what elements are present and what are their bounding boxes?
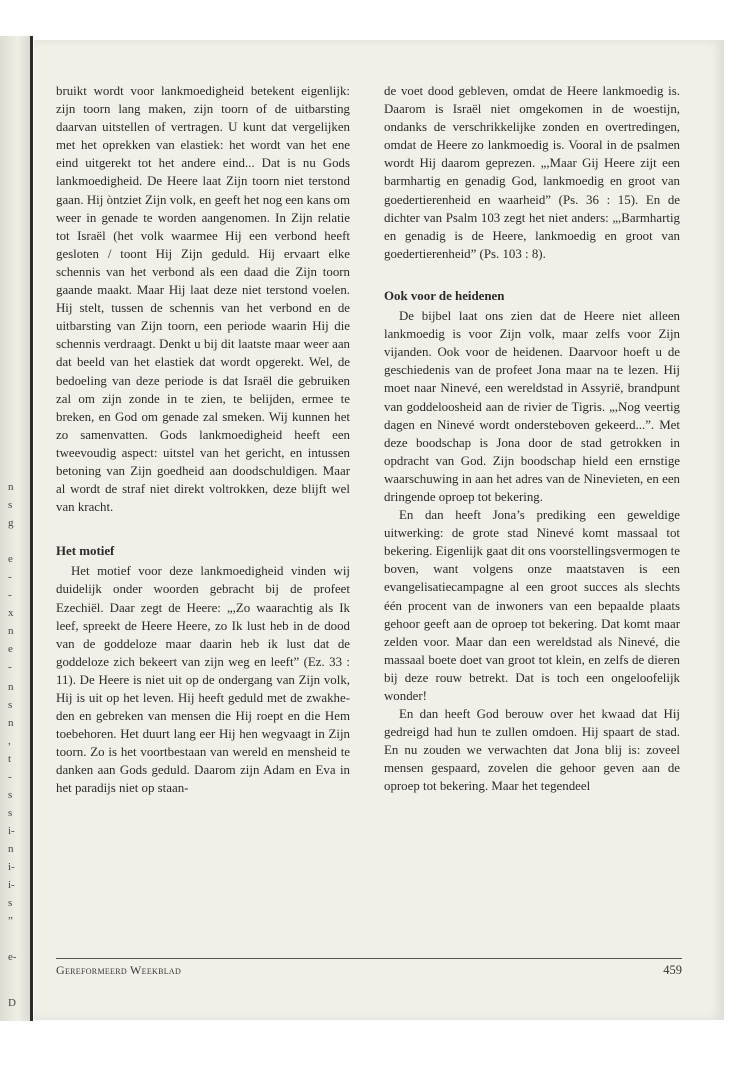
edge-fragment: n [8, 843, 14, 855]
page-number: 459 [663, 963, 682, 977]
edge-fragment: s [8, 499, 13, 511]
publication-name: Gereformeerd Weekblad [56, 963, 182, 977]
edge-fragment: g [8, 517, 14, 529]
edge-fragment: n [8, 481, 14, 493]
footer-rule [56, 958, 682, 959]
edge-fragment: i- [8, 879, 15, 891]
edge-fragment: n [8, 681, 14, 693]
right-paragraph-1: de voet dood gebleven, omdat de Heere lankmoedig is. Daarom is Israël niet omgekomen in de woestijn, ondanks de verschrikkelijke zonden en overtredingen, omdat de Heere zo lankmoedig is. Vooral in de psalmen wordt Hij daarom geprezen. „,Maar Gij Heere zijt een barmhartig en genadig God, lankmoedig en groot van goedertierenheid en waarheid” (Ps. 36 : 15). En de dichter van Psalm 103 zegt het niet anders: „,Barmhartig en genadig is de Heere, lankmoedig en groot van goedertierenheid” (Ps. 103 : 8). [384, 84, 680, 261]
left-paragraph-1: bruikt wordt voor lankmoedigheid betekent eigenlijk: zijn toorn lang maken, zijn toorn of de uitbarsting daarvan uitstellen of vertragen. U kunt dat vergelijken met het oprekken van elastiek: het wordt van het ene eind uitgerekt tot het andere eind... Dat is nu Gods lankmoedigheid. De Heere laat Zijn toorn niet terstond gaan. Hij òntziet Zijn volk, en geeft het nog een kans om weer in genade te worden aangenomen. In Zijn relatie tot Israël (het volk waarmee Hij een verbond heeft gesloten / toont Hij Zijn geduld. Hij ervaart elke schennis van het verbond als een daad die Zijn toorn gaande maakt. Maar Hij laat deze niet terstond voelen. Hij stelt, tussen de schennis van het verbond en de uitbarsting van Zijn toorn, een periode waarin Hij die schennis verdraagt. Denkt u bij dit laatste maar weer aan dat beeld van het elastiek dat wordt opgerekt. Wel, de bedoeling van deze periode is dat Israël die gebruiken zal om zijn zonde in te zien, te belijden, ermee te breken, en God om genade zal smeken. Wij kunnen het zo samenvatten. Gods lankmoedigheid heeft een tweevoudig aspect: uitstel van het gericht, en intussen betoning van Zijn goedheid aan doodschuldigen. Maar al wordt de straf niet direkt voltrokken, deze blijft wel van kracht. [56, 84, 350, 515]
section-heading-motief: Het motief [56, 544, 115, 559]
edge-fragment: s [8, 897, 13, 909]
edge-fragment: i- [8, 861, 15, 873]
edge-fragment: - [8, 771, 12, 783]
edge-fragment: - [8, 571, 12, 583]
edge-fragment: s [8, 789, 13, 801]
edge-fragment: n [8, 625, 14, 637]
edge-fragment: n [8, 717, 14, 729]
edge-fragment: D [8, 997, 16, 1009]
edge-fragment: e [8, 553, 13, 565]
edge-fragment: - [8, 661, 12, 673]
left-paragraph-2: Het motief voor deze lankmoedigheid vinden wij duidelijk onder woorden gebracht bij de profeet Ezechiël. Daar zegt de Heere: „,Zo waarachtig als Ik leef, spreekt de Heere Heere, zo Ik lust heb in de dood van de goddeloze maar daarin heb ik lust dat de goddeloze zich bekeert van zijn weg en leeft” (Ez. 33 : 11). De Heere is niet uit op de ondergang van Zijn volk, Hij is uit op het leven. Hij heeft geduld met de zwakheden en gebreken van mensen die Hij roept en die Hem toebehoren. Het duurt lang eer Hij hen wegvaagt in Zijn toorn. Zo is het voortbestaan van wereld en mensheid te danken aan Gods geduld. Daarom zijn Adam en Eva in het paradijs niet op staan- [56, 564, 350, 796]
edge-fragment: , [8, 735, 11, 747]
right-paragraph-2: De bijbel laat ons zien dat de Heere niet alleen lankmoedig is voor Zijn volk, maar zelfs voor Zijn vijanden. Ook voor de heidenen. Daarvoor hoeft u de geschiedenis van de profeet Jona maar na te lezen. Hij moet naar Ninevé, een wereldstad in Assyrië, brandpunt van goddeloosheid aan de rivier de Tigris. „,Nog veertig dagen en Ninevé wordt ondersteboven gekeerd...”. Met deze boodschap is Jona door de stad getrokken in opdracht van God. Zijn boodschap hield een ernstige waarschuwing in aan het adres van de Ninevieten, en een dringende oproep tot bekering. [384, 309, 680, 504]
left-column [56, 82, 350, 798]
edge-fragment: x [8, 607, 14, 619]
edge-fragment: e- [8, 951, 17, 963]
edge-fragment: - [8, 589, 12, 601]
previous-page-edge [0, 36, 33, 1021]
right-paragraph-4: En dan heeft God berouw over het kwaad dat Hij gedreigd had hun te zullen omdoen. Hij spaart de stad. En nu zouden we verwachten dat Jona blij is: zoveel mensen gespaard, zovelen die gehoor geven aan de oproep tot bekering. Maar het tegendeel [384, 707, 680, 794]
edge-fragment: s [8, 807, 13, 819]
edge-fragment: e [8, 643, 13, 655]
edge-fragment: ” [8, 915, 13, 927]
section-heading-heidenen: Ook voor de heidenen [384, 288, 505, 303]
edge-fragment: s [8, 699, 13, 711]
edge-fragment: i- [8, 825, 15, 837]
edge-fragment: t [8, 753, 12, 765]
right-paragraph-3: En dan heeft Jona’s prediking een geweldige uitwerking: de grote stad Ninevé komt massaal tot bekering. Eigenlijk gaat dit ons voorstellingsvermogen te boven, want volgens onze maatstaven is een evangelisatiecampagne al een groot succes als slechts één procent van de inwoners van een bepaalde plaats gehoor geeft aan de oproep tot bekering. Dat komt maar zelden voor. Maar dan een wereldstad als Ninevé, die massaal boete doet van groot tot klein, en zelfs de dieren bij deze rouw betrekt. Dat is toch een ongeloofelijk wonder! [384, 508, 680, 703]
magazine-page [34, 40, 724, 1020]
right-column [384, 82, 680, 796]
